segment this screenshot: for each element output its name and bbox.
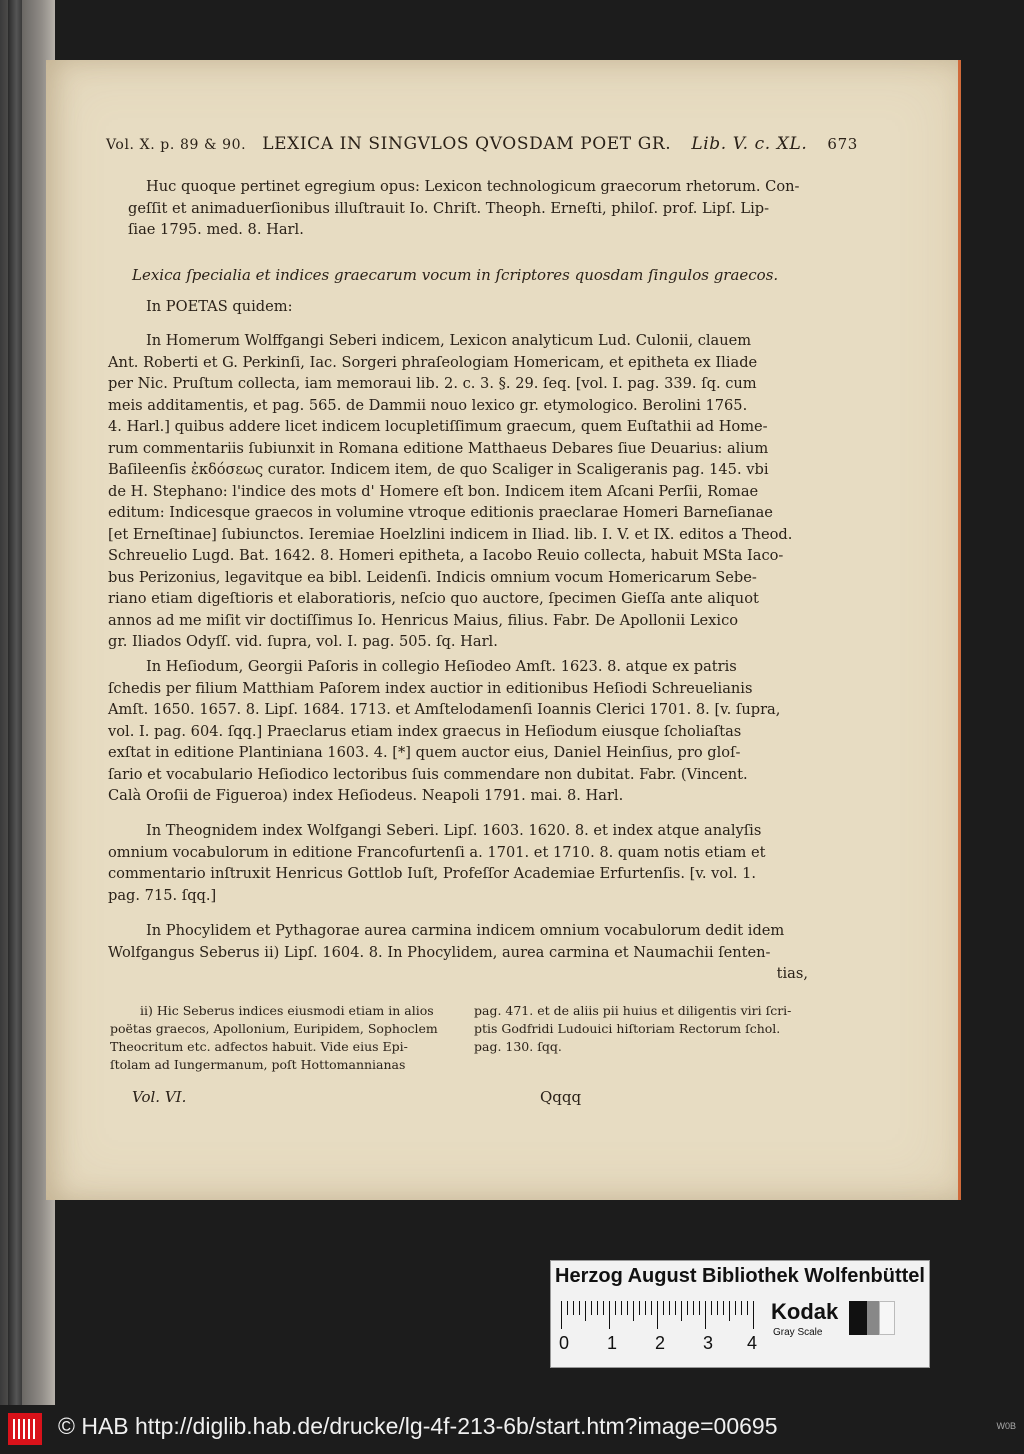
scale-ruler	[561, 1301, 801, 1331]
footnote-line: pag. 471. et de aliis pii huius et diligentis viri ſcri-	[474, 1003, 792, 1018]
source-url[interactable]: © HAB http://diglib.hab.de/drucke/lg-4f-213-6b/start.htm?image=00695	[58, 1413, 778, 1439]
text-line: Calà Oroſii de Figueroa) index Heſiodeus. Neapoli 1791. mai. 8. Harl.	[108, 787, 624, 804]
ruler-number: 3	[703, 1333, 714, 1353]
catchword: tias,	[776, 965, 808, 982]
theognis-paragraph	[108, 820, 848, 906]
text-line: omnium vocabulorum in editione Francofurtenſi a. 1701. et 1710. 8. quam notis etiam et	[108, 843, 766, 861]
ruler-number: 4	[747, 1333, 758, 1353]
header-title: LEXICA IN SINGVLOS QVOSDAM POET GR.	[262, 134, 672, 154]
text-line: 4. Harl.] quibus addere licet indicem locupletiſſimum graecum, quem Euſtathii ad Home-	[108, 418, 768, 435]
header-section: Lib. V. c. XL.	[691, 134, 808, 154]
footnote-line: pag. 130. ſqq.	[474, 1039, 562, 1054]
text-line: In Homerum Wolffgangi Seberi indicem, Lexicon analyticum Lud. Culonii, clauem	[146, 332, 752, 349]
footnote-line: ii) Hic Seberus indices eiusmodi etiam in alios	[140, 1003, 434, 1018]
homer-paragraph	[108, 330, 848, 653]
text-line: de H. Stephano: l'indice des mots d' Homere eſt bon. Indicem item Aſcani Perſii, Romae	[108, 482, 759, 500]
hesiod-paragraph	[108, 656, 848, 807]
text-line: geſſit et animaduerſionibus illuſtrauit Io. Chriſt. Theoph. Erneſti, philoſ. prof. Lipſ. Lip-	[128, 199, 770, 217]
calibration-target	[550, 1260, 930, 1368]
footnote-left-column	[110, 1002, 450, 1074]
text-line: In POETAS quidem:	[146, 298, 293, 315]
phocylides-paragraph	[108, 920, 848, 985]
white-swatch	[879, 1301, 895, 1335]
text-line: In Heſiodum, Georgii Paſoris in collegio Heſiodeo Amſt. 1623. 8. atque ex patris	[146, 658, 737, 675]
text-line: In Theognidem index Wolfgangi Seberi. Lipſ. 1603. 1620. 8. et index atque analyſis	[146, 822, 762, 839]
intro-paragraph	[128, 176, 868, 241]
text-line: vol. I. pag. 604. ſqq.] Praeclarus etiam index graecus in Heſiodum eiusque ſcholiaſtas	[108, 722, 742, 740]
gray-swatch	[867, 1301, 879, 1335]
text-line: editum: Indicesque graecos in volumine vtroque editionis praeclarae Homeri Barneſianae	[108, 504, 773, 521]
corner-mark: W0B	[996, 1421, 1016, 1431]
text-line: In Phocylidem et Pythagorae aurea carmina indicem omnium vocabulorum dedit idem	[146, 922, 785, 939]
text-line: exſtat in editione Plantiniana 1603. 4. [*] quem auctor eius, Daniel Heinſius, pro gloſ-	[108, 744, 741, 761]
text-line: bus Perizonius, legavitque ea bibl. Leidenſi. Indicis omnium vocum Homericarum Sebe-	[108, 568, 757, 586]
footnote-right-column	[474, 1002, 814, 1056]
footer-bar	[0, 1405, 1024, 1454]
text-line: Ant. Roberti et G. Perkinſi, Iac. Sorgeri phraſeologiam Homericam, et epitheta ex Iliade	[108, 353, 758, 371]
running-header	[106, 134, 858, 154]
volume-signature: Vol. VI.	[132, 1088, 187, 1106]
text-line: Wolfgangus Seberus ii) Lipſ. 1604. 8. In Phocylidem, aurea carmina et Naumachii ſenten-	[108, 943, 771, 961]
text-line: ſiae 1795. med. 8. Harl.	[128, 221, 304, 238]
ruler-number: 1	[607, 1333, 618, 1353]
text-line: gr. Iliados Odyſſ. vid. ſupra, vol. I. pag. 505. ſq. Harl.	[108, 633, 498, 650]
library-name: Herzog August Bibliothek Wolfenbüttel	[555, 1265, 925, 1287]
text-line: riano etiam digeſtioris et elaboratioris, neſcio quo auctore, ſpecimen Gieſſa ante aliquot	[108, 590, 759, 607]
poetas-line	[146, 296, 886, 318]
text-line: rum commentariis ſubiunxit in Romana editione Matthaeus Debares ſiue Deuarius: alium	[108, 439, 769, 457]
text-line: ſchedis per filium Matthiam Paſorem index auctior in editionibus Heſiodi Schreuelianis	[108, 679, 753, 697]
text-line: annos ad me miſit vir doctiſſimus Io. Henricus Maius, filius. Fabr. De Apollonii Lexico	[108, 611, 739, 629]
ruler-number: 0	[559, 1333, 570, 1353]
hab-logo-icon	[8, 1413, 42, 1445]
black-swatch	[849, 1301, 867, 1335]
volume-reference: Vol. X. p. 89 & 90.	[106, 137, 247, 153]
footnote-line: poëtas graecos, Apollonium, Euripidem, Sophoclem	[110, 1021, 438, 1036]
footnote-line: ſtolam ad Iungermanum, poſt Hottomannianas	[110, 1057, 406, 1072]
text-line: Baſileenſis ἐκδόσεως curator. Indicem item, de quo Scaliger in Scaligeranis pag. 145. vbi	[108, 461, 769, 478]
footnote-line: Theocritum etc. adfectos habuit. Vide eius Epi-	[110, 1039, 408, 1054]
footnote-line: ptis Godfridi Ludouici hiſtoriam Rectorum ſchol.	[474, 1021, 781, 1036]
text-line: commentario inſtruxit Henricus Gottlob Iuſt, Profeſſor Academiae Erfurtenſis. [v. vol. 1.	[108, 865, 757, 882]
text-line: [et Erneſtinae] ſubiunctos. Ieremiae Hoelzlini indicem in Iliad. lib. I. V. et IX. editos a Theod.	[108, 525, 793, 543]
binding-edge	[8, 0, 22, 1405]
text-line: Schreuelio Lugd. Bat. 1642. 8. Homeri epitheta, a Iacobo Reuio collecta, habuit MSta Iaco-	[108, 547, 784, 564]
gray-scale-label: Gray Scale	[773, 1327, 823, 1338]
text-line: meis additamentis, et pag. 565. de Dammii nouo lexico gr. etymologico. Berolini 1765.	[108, 396, 748, 414]
text-line: ſario et vocabulario Heſiodico lectoribus ſuis commendare non dubitat. Fabr. (Vincent.	[108, 765, 748, 783]
page-number: 673	[827, 135, 858, 153]
gathering-signature: Qqqq	[540, 1088, 582, 1106]
kodak-logo: Kodak	[771, 1299, 839, 1324]
text-line: per Nic. Pruſtum collecta, iam memoraui lib. 2. c. 3. §. 29. ſeq. [vol. I. pag. 339. ſq. cum	[108, 375, 757, 392]
text-line: pag. 715. ſqq.]	[108, 886, 217, 904]
ruler-number: 2	[655, 1333, 666, 1353]
section-subheading: Lexica ſpecialia et indices graecarum vocum in ſcriptores quosdam ſingulos graecos.	[132, 266, 779, 284]
text-line: Amſt. 1650. 1657. 8. Lipſ. 1684. 1713. et Amſtelodamenſi Ioannis Clerici 1701. 8. [v. ſupra,	[108, 701, 781, 718]
text-line: Huc quoque pertinet egregium opus: Lexicon technologicum graecorum rhetorum. Con-	[146, 178, 800, 195]
